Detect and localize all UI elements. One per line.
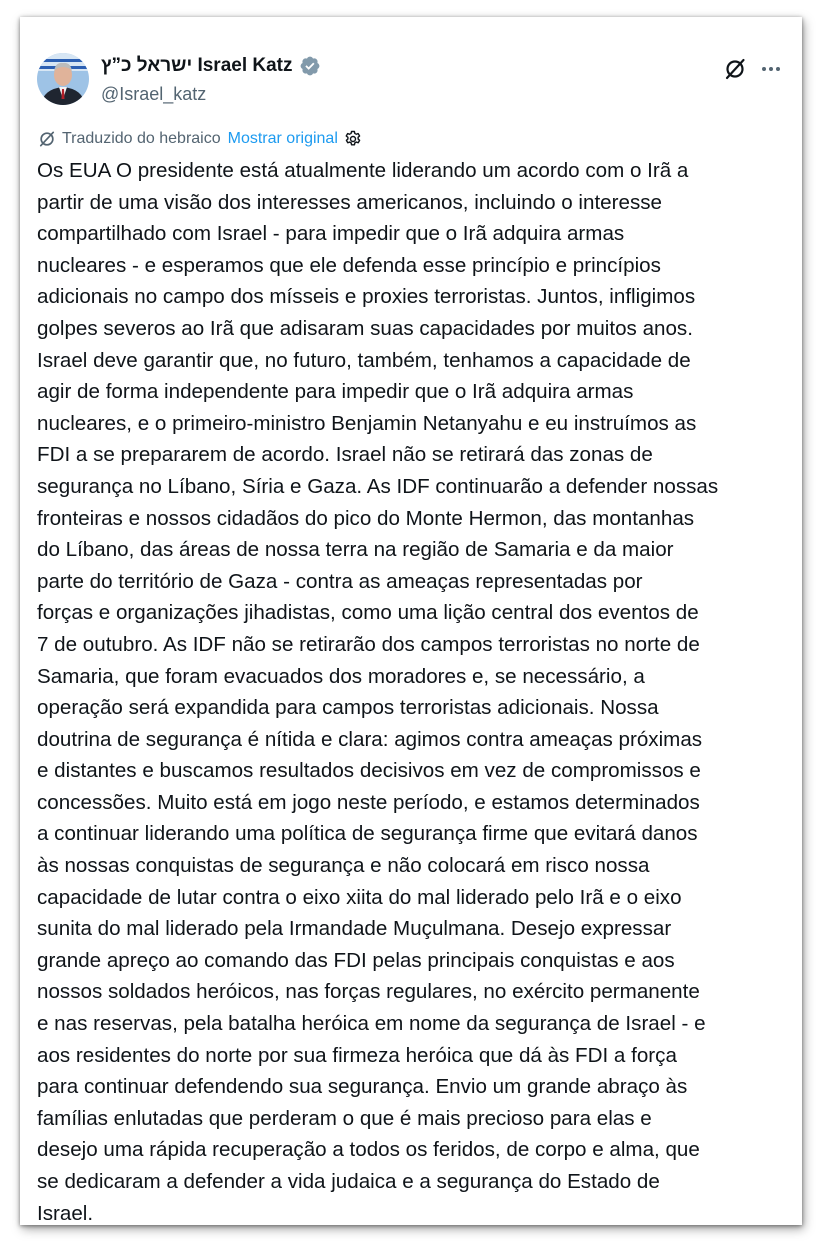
more-dots-icon[interactable] bbox=[758, 57, 784, 81]
translated-label: Traduzido do hebraico bbox=[62, 130, 221, 147]
translation-bar bbox=[37, 129, 363, 149]
avatar-photo-icon bbox=[37, 53, 89, 105]
author-handle[interactable]: @Israel_katz bbox=[101, 84, 207, 104]
avatar[interactable] bbox=[37, 53, 89, 105]
author-name-row[interactable] bbox=[101, 55, 321, 77]
translate-grok-icon bbox=[37, 129, 57, 149]
post-text: Os EUA O presidente está atualmente liderando um acordo com o Irã a partir de uma visão dos interesses americanos, incluindo o interesse compartilhado com Israel - para impedir que o Irã adquira armas nucleares - e esperamos que ele defenda esse princípio e princípios adicionais no campo dos mísseis e proxies terroristas. Juntos, infligimos golpes severos ao Irã que adisaram suas capacidades por muitos anos. Israel deve garantir que, no futuro, também, tenhamos a capacidade de agir de forma independente para impedir que o Irã adquira armas nucleares, e o primeiro-ministro Benjamin Netanyahu e eu instruímos as FDI a se prepararem de acordo. Israel não se retirará das zonas de segurança no Líbano, Síria e Gaza. As IDF continuarão a defender nossas fronteiras e nossos cidadãos do pico do Monte Hermon, das montanhas do Líbano, das áreas de nossa terra na região de Samaria e da maior parte do território de Gaza - contra as ameaças representadas por forças e organizações jihadistas, como uma lição central dos eventos de 7 de outubro. As IDF não se retirarão dos campos terroristas no norte de Samaria, que foram evacuados dos moradores e, se necessário, a operação será expandida para campos terroristas adicionais. Nossa doutrina de segurança é nítida e clara: agimos contra ameaças próximas e distantes e buscamos resultados decisivos em vez de compromissos e concessões. Muito está em jogo neste período, e estamos determinados a continuar liderando uma política de segurança firme que evitará danos às nossas conquistas de segurança e não colocará em risco nossa capacidade de lutar contra o eixo xiita do mal liderado pelo Irã e o eixo sunita do mal liderado pela Irmandade Muçulmana. Desejo expressar grande apreço ao comando das FDI pelas principais conquistas e aos nossos soldados heróicos, nas forças regulares, no exército permanente e nas reservas, pela batalha heróica em nome da segurança de Israel - e aos residentes do norte por sua firmeza heróica que dá às FDI a força para continuar defendendo sua segurança. Envio um grande abraço às famílias enlutadas que perderam o que é mais precioso para elas e desejo uma rápida recuperação a todos os feridos, de corpo e alma, que se dedicaram a defender a vida judaica e a segurança do Estado de Israel. bbox=[37, 159, 719, 1225]
verified-badge-icon[interactable] bbox=[299, 55, 321, 77]
grok-icon[interactable] bbox=[723, 57, 747, 81]
post-card bbox=[20, 17, 802, 1225]
show-original-link[interactable]: Mostrar original bbox=[227, 130, 338, 147]
author-display-name[interactable]: ישראל כ”ץ Israel Katz bbox=[101, 55, 293, 76]
gear-icon[interactable] bbox=[343, 129, 363, 149]
